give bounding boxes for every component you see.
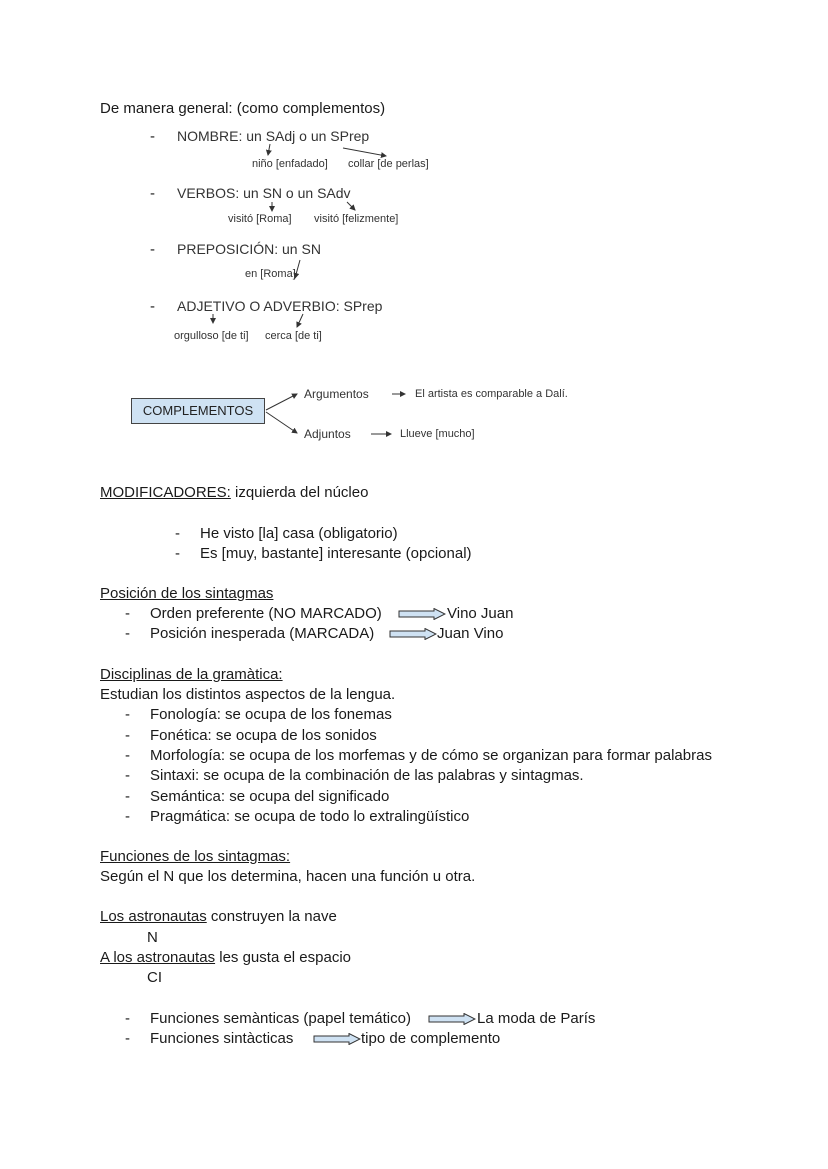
- example-visito-roma: visitó [Roma]: [228, 213, 292, 225]
- example-sentence-2: [100, 949, 351, 967]
- bullet-dash: -: [125, 625, 130, 642]
- funciones-heading: Funciones de los sintagmas:: [100, 848, 291, 865]
- modificadores-desc: izquierda del núcleo: [230, 484, 369, 501]
- modificadores-line: [100, 484, 368, 502]
- example-2-tag: CI: [147, 969, 162, 986]
- bullet-dash: -: [150, 185, 155, 202]
- fat-arrow-icon: [389, 628, 437, 640]
- example-visito-felizmente: visitó [felizmente]: [314, 213, 399, 225]
- complementos-box: COMPLEMENTOS: [131, 398, 265, 424]
- example-orgulloso: orgulloso [de ti]: [174, 330, 249, 342]
- modificador-item: Es [muy, bastante] interesante (opcional): [200, 545, 472, 562]
- bullet-dash: -: [125, 605, 130, 622]
- funcion-result: tipo de complemento: [361, 1030, 501, 1047]
- connector-to-argumentos: [266, 394, 297, 410]
- modificadores-heading: MODIFICADORES:: [100, 484, 231, 501]
- bullet-dash: -: [175, 545, 180, 562]
- example-collar: collar [de perlas]: [348, 158, 429, 170]
- bullet-dash: -: [125, 727, 130, 744]
- disciplina-item: Fonología: se ocupa de los fonemas: [150, 706, 392, 723]
- funcion-result: La moda de París: [477, 1010, 596, 1027]
- bullet-dash: -: [125, 788, 130, 805]
- bullet-dash: -: [125, 1030, 130, 1047]
- modificador-item: He visto [la] casa (obligatorio): [200, 525, 398, 542]
- bullet-dash: -: [125, 747, 130, 764]
- fat-arrow-icon: [398, 608, 446, 620]
- fat-arrow-icon: [313, 1033, 361, 1045]
- example-1-tag: N: [147, 929, 158, 946]
- bullet-dash: -: [150, 241, 155, 258]
- posicion-result: Juan Vino: [437, 625, 504, 642]
- funcion-item: Funciones sintàcticas: [150, 1030, 294, 1047]
- branch-adjuntos: Adjuntos: [304, 427, 351, 441]
- disciplina-item: Fonética: se ocupa de los sonidos: [150, 727, 377, 744]
- bullet-dash: -: [150, 298, 155, 315]
- bullet-dash: -: [150, 128, 155, 145]
- bullet-dash: -: [175, 525, 180, 542]
- disciplina-item: Sintaxi: se ocupa de la combinación de las palabras y sintagmas.: [150, 767, 584, 784]
- bullet-dash: -: [125, 808, 130, 825]
- bullet-dash: -: [125, 767, 130, 784]
- posicion-heading: Posición de los sintagmas: [100, 585, 274, 602]
- funcion-item: Funciones semànticas (papel temático): [150, 1010, 411, 1027]
- connector-to-adjuntos: [266, 412, 297, 433]
- disciplinas-intro: Estudian los distintos aspectos de la lengua.: [100, 686, 396, 703]
- disciplina-item: Semántica: se ocupa del significado: [150, 788, 390, 805]
- posicion-item: Posición inesperada (MARCADA): [150, 625, 375, 642]
- example-1-rest: construyen la nave: [206, 908, 337, 925]
- branch-argumentos: Argumentos: [304, 387, 369, 401]
- example-cerca: cerca [de ti]: [265, 330, 322, 342]
- category-verbos: VERBOS: un SN o un SAdv: [177, 185, 351, 201]
- example-1-subject: Los astronautas: [100, 908, 207, 925]
- example-argumentos: El artista es comparable a Dalí.: [415, 388, 568, 400]
- posicion-item: Orden preferente (NO MARCADO): [150, 605, 382, 622]
- section-title-general: De manera general: (como complementos): [100, 100, 386, 117]
- bullet-dash: -: [125, 706, 130, 723]
- example-en-roma: en [Roma]: [245, 268, 296, 280]
- disciplinas-heading: Disciplinas de la gramàtica:: [100, 666, 283, 683]
- disciplina-item: Pragmática: se ocupa de todo lo extralingüístico: [150, 808, 470, 825]
- category-adjetivo: ADJETIVO O ADVERBIO: SPrep: [177, 298, 383, 314]
- disciplina-item: Morfología: se ocupa de los morfemas y de cómo se organizan para formar palabras: [150, 747, 712, 764]
- example-adjuntos: Llueve [mucho]: [400, 428, 475, 440]
- example-nino: niño [enfadado]: [252, 158, 328, 170]
- funciones-intro: Según el N que los determina, hacen una función u otra.: [100, 868, 476, 885]
- posicion-result: Vino Juan: [447, 605, 514, 622]
- example-sentence-1: [100, 908, 337, 926]
- example-2-subject: A los astronautas: [100, 949, 216, 966]
- category-nombre: NOMBRE: un SAdj o un SPrep: [177, 128, 370, 144]
- category-preposicion: PREPOSICIÓN: un SN: [177, 241, 321, 257]
- example-2-rest: les gusta el espacio: [215, 949, 351, 966]
- bullet-dash: -: [125, 1010, 130, 1027]
- fat-arrow-icon: [428, 1013, 476, 1025]
